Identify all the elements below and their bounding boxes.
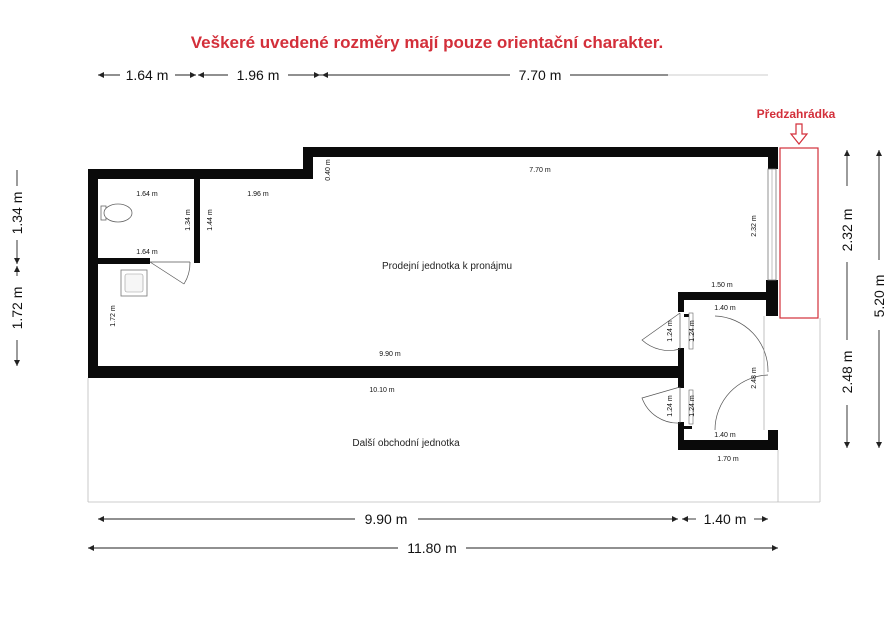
dim-wc-width-top: 1.64 m	[136, 191, 158, 198]
dim-right-width: 7.70 m	[529, 167, 551, 174]
dim-wc-width-bottom: 1.64 m	[136, 249, 158, 256]
annex-inner-door-2	[715, 375, 768, 430]
dim-right-total: 5.20 m	[871, 274, 887, 318]
annex-door-2	[642, 387, 680, 423]
other-shop-outline	[88, 318, 820, 502]
dim-bottom-1: 9.90 m	[364, 511, 408, 527]
dim-bottom-total: 11.80 m	[407, 540, 457, 556]
top-dimension-chain	[98, 67, 768, 83]
annex-door-1	[642, 313, 680, 351]
walls	[88, 147, 778, 450]
inner-dimensions	[110, 159, 758, 463]
dim-annex-room-1: 1.40 m	[714, 305, 736, 312]
wc-door	[150, 262, 190, 284]
window	[768, 169, 776, 280]
dim-step-height: 0.40 m	[325, 159, 332, 181]
dim-main-length: 9.90 m	[379, 351, 401, 358]
dim-annex-width: 1.50 m	[711, 282, 733, 289]
dim-wc-height-a: 1.34 m	[185, 209, 192, 231]
left-dimension-chain	[9, 170, 25, 366]
dim-left-2: 1.72 m	[9, 286, 25, 330]
dim-door-2-a: 1.24 m	[667, 395, 674, 417]
dim-left-1: 1.34 m	[9, 191, 25, 235]
dim-door-1-a: 1.24 m	[667, 320, 674, 342]
dim-top-3: 7.70 m	[518, 67, 562, 83]
annex-inner-door-1	[715, 316, 768, 372]
room-label-main: Prodejní jednotka k pronájmu	[381, 261, 513, 272]
dim-door-2-b: 1.24 m	[689, 395, 696, 417]
dim-annex-outer-width: 1.70 m	[717, 456, 739, 463]
dim-lower-length: 10.10 m	[369, 387, 395, 394]
dim-right-2: 2.48 m	[839, 350, 855, 394]
toilet-icon	[101, 204, 132, 222]
dim-door-1-b: 1.24 m	[689, 320, 696, 342]
front-garden-label: Předzahrádka	[756, 107, 836, 121]
dim-wash-height: 1.72 m	[110, 305, 117, 327]
dim-window-height: 2.32 m	[751, 215, 758, 237]
right-dimension-chain	[839, 150, 887, 448]
washbasin-icon	[121, 270, 147, 296]
dim-top-2: 1.96 m	[236, 67, 280, 83]
bottom-dimension-chain	[88, 511, 778, 556]
room-label-other: Další obchodní jednotka	[352, 438, 460, 449]
disclaimer-notice: Veškeré uvedené rozměry mají pouze orientační charakter.	[190, 33, 664, 52]
dim-wc-height-b: 1.44 m	[207, 209, 214, 231]
dim-mid-width: 1.96 m	[247, 191, 269, 198]
dim-annex-room-2: 1.40 m	[714, 432, 736, 439]
arrow-down-icon	[791, 124, 807, 144]
dim-bottom-2: 1.40 m	[703, 511, 747, 527]
dim-top-1: 1.64 m	[125, 67, 169, 83]
dim-annex-height: 2.48 m	[751, 367, 758, 389]
dim-right-1: 2.32 m	[839, 208, 855, 252]
